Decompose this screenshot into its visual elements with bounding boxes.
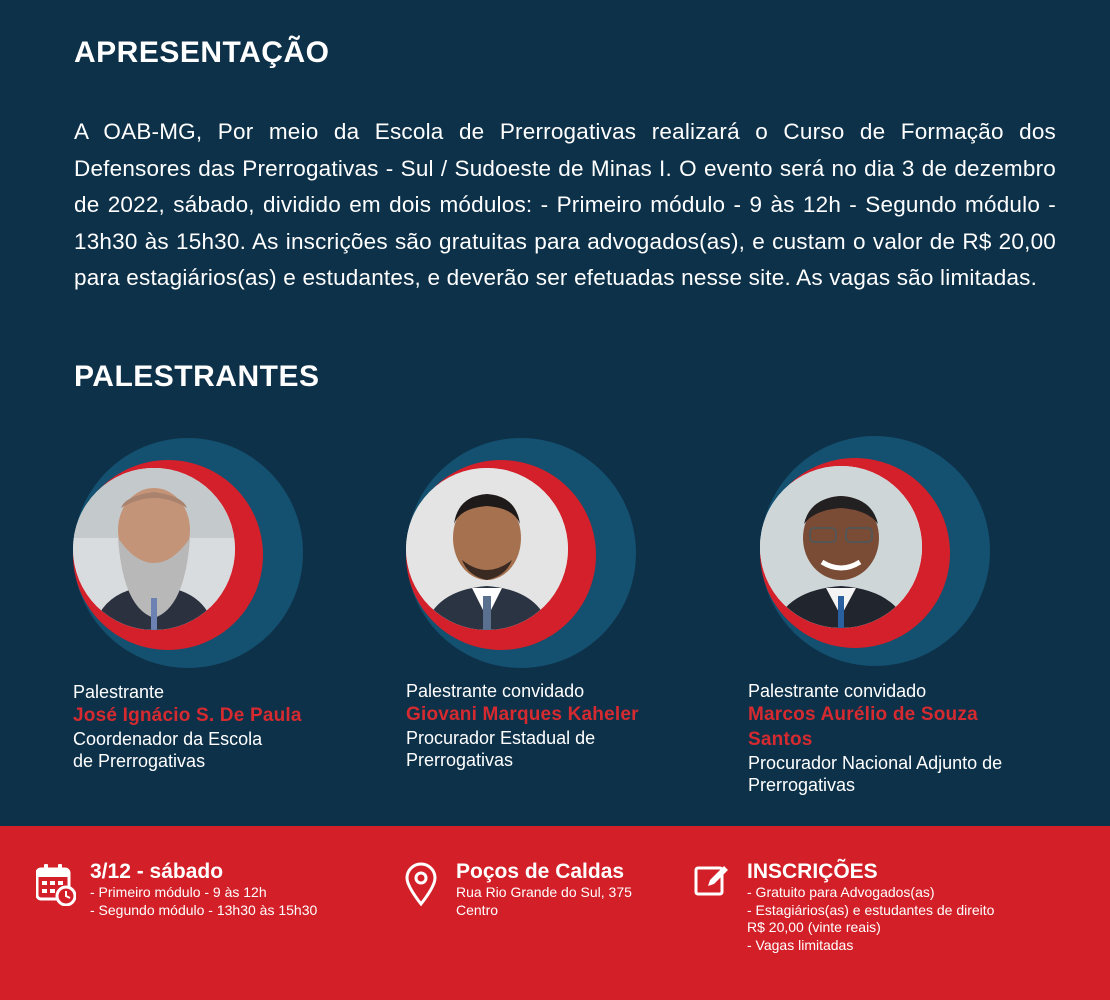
date-line: - Segundo módulo - 13h30 às 15h30 <box>90 901 318 918</box>
speaker-photo <box>760 466 922 628</box>
location-line: Rua Rio Grande do Sul, 375 <box>456 884 632 900</box>
speaker-name: Giovani Marques Kaheler <box>406 704 639 725</box>
event-info-footer <box>0 826 1110 1000</box>
speaker-role: Palestrante convidado <box>406 681 585 701</box>
speaker-photo-frame <box>73 438 313 678</box>
speaker-photo <box>73 468 235 630</box>
speaker-description: Prerrogativas <box>748 775 856 795</box>
location-pin-icon <box>404 862 438 906</box>
location-info <box>456 860 686 919</box>
inscricoes-line: - Gratuito para Advogados(as) <box>747 884 935 900</box>
inscricoes-line: R$ 20,00 (vinte reais) <box>747 919 881 935</box>
intro-paragraph: A OAB-MG, Por meio da Escola de Prerrogativas realizará o Curso de Formação dos Defensores das Prerrogativas - Sul / Sudoeste de Minas I. O evento será no dia 3 de dezembro de 2022, sábado, dividido em dois módulos: - Primeiro módulo - 9 às 12h - Segundo módulo - 13h30 às 15h30. As inscrições são gratuitas para advogados(as), e custam o valor de R$ 20,00 para estagiários(as) e estudantes, e deverão ser efetuadas nesse site. As vagas são limitadas. <box>74 119 1056 290</box>
section-title-apresentacao: APRESENTAÇÃO <box>74 36 330 69</box>
speaker-name: Marcos Aurélio de Souza <box>748 704 978 725</box>
section-title-palestrantes: PALESTRANTES <box>74 360 320 393</box>
speaker-description: Procurador Nacional Adjunto de <box>748 753 1003 773</box>
speaker-description: Coordenador da Escola <box>73 729 263 749</box>
location-line: Centro <box>456 901 499 918</box>
speaker-photo <box>406 468 568 630</box>
speaker-name: Santos <box>748 729 813 750</box>
speaker-description: Procurador Estadual de <box>406 728 596 748</box>
date-info <box>90 860 390 919</box>
edit-icon <box>694 862 730 898</box>
speaker-role: Palestrante convidado <box>748 681 927 701</box>
speaker-role: Palestrante <box>73 682 165 702</box>
speaker-photo-frame <box>406 438 646 678</box>
location-title: Poços de Caldas <box>456 860 625 883</box>
speaker-name: José Ignácio S. De Paula <box>73 705 302 726</box>
date-title: 3/12 - sábado <box>90 860 224 883</box>
inscricoes-line: - Vagas limitadas <box>747 936 854 953</box>
speaker-description: de Prerrogativas <box>73 751 206 771</box>
speaker-description: Prerrogativas <box>406 750 514 770</box>
date-line: - Primeiro módulo - 9 às 12h <box>90 884 267 900</box>
inscricoes-title: INSCRIÇÕES <box>747 860 878 883</box>
inscricoes-line: - Estagiários(as) e estudantes de direito <box>747 901 995 918</box>
calendar-clock-icon <box>36 864 76 906</box>
speaker-photo-frame <box>760 436 1000 676</box>
inscricoes-info <box>747 860 1087 954</box>
